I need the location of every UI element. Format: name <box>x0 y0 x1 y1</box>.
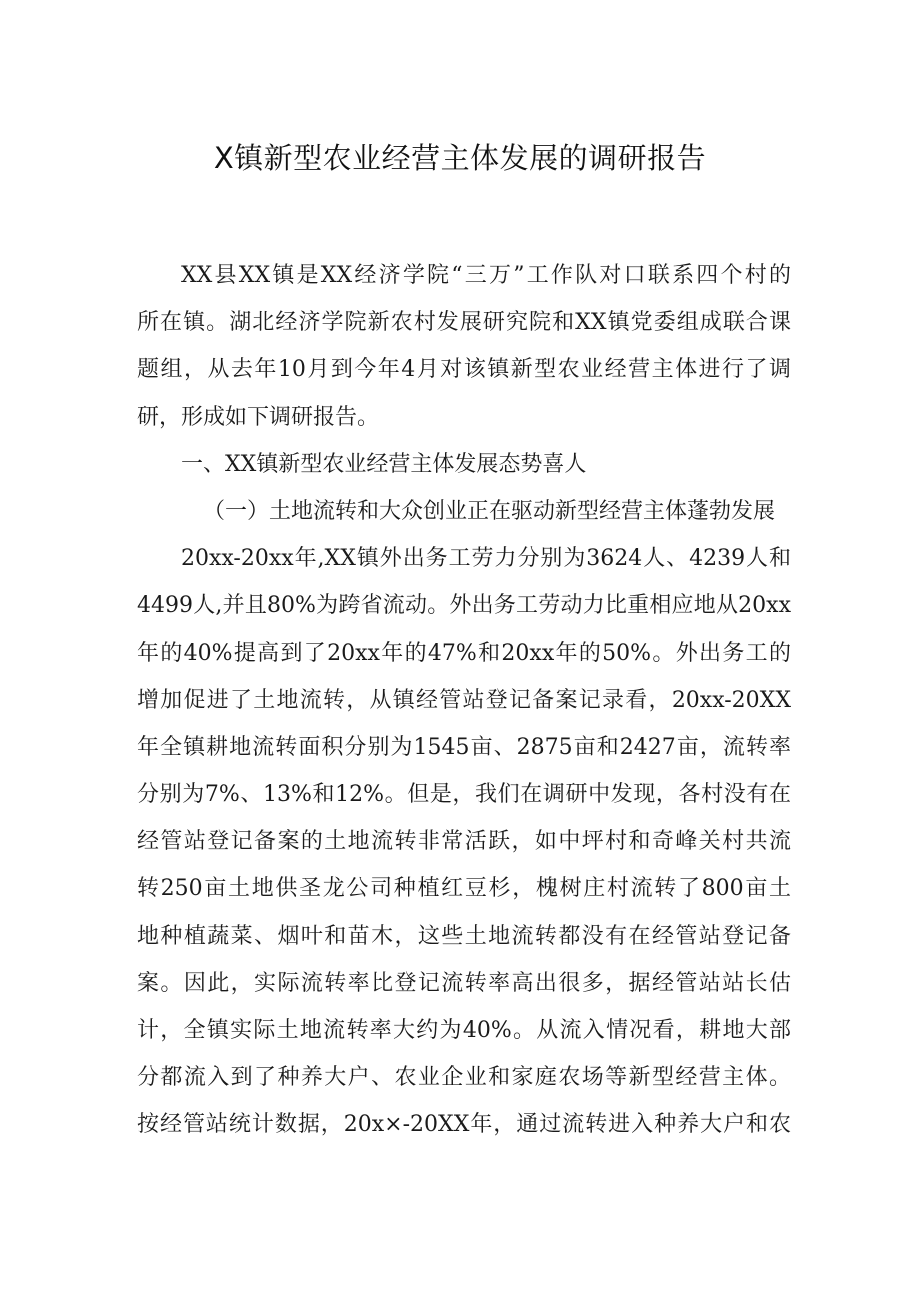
paragraph-line: XX县XX镇是XX经济学院“三万”工作队对口联系四个村的 <box>181 263 791 288</box>
paragraph-line: 研，形成如下调研报告。 <box>137 404 380 430</box>
section-heading: 一、XX镇新型农业经营主体发展态势喜人 <box>181 451 587 477</box>
paragraph-line: 年的40%提高到了20xx年的47%和20xx年的50%。外出务工的 <box>137 640 791 666</box>
paragraph-line: 20xx-20xx年,XX镇外出务工劳力分别为3624人、4239人和 <box>181 546 791 572</box>
paragraph-line: 年全镇耕地流转面积分别为1545亩、2875亩和2427亩，流转率 <box>137 734 791 760</box>
paragraph-line: 计，全镇实际土地流转率大约为40%。从流入情况看，耕地大部 <box>137 1018 791 1043</box>
paragraph-line: 转250亩土地供圣龙公司种植红豆杉，槐树庄村流转了800亩土 <box>137 876 791 902</box>
paragraph-line: 题组，从去年10月到今年4月对该镇新型农业经营主体进行了调 <box>137 357 791 383</box>
paragraph-line: 地种植蔬菜、烟叶和苗木，这些土地流转都没有在经管站登记备 <box>137 923 791 949</box>
paragraph-line: 经管站登记备案的土地流转非常活跃，如中坪村和奇峰关村共流 <box>137 829 791 855</box>
paragraph-line: 4499人,并且80%为跨省流动。外出务工劳动力比重相应地从20xx <box>137 593 791 619</box>
paragraph-line: 案。因此，实际流转率比登记流转率高出很多，据经管站站长估 <box>137 970 791 996</box>
document-body <box>137 252 791 1149</box>
paragraph-line: 所在镇。湖北经济学院新农村发展研究院和XX镇党委组成联合课 <box>137 310 791 336</box>
subsection-heading: （一）土地流转和大众创业正在驱动新型经营主体蓬勃发展 <box>203 498 776 524</box>
paragraph-line: 分别为7%、13%和12%。但是，我们在调研中发现，各村没有在 <box>137 782 791 808</box>
paragraph-line: 按经管站统计数据，20x×-20XX年，通过流转进入种养大户和农 <box>137 1112 791 1138</box>
paragraph-line: 分都流入到了种养大户、农业企业和家庭农场等新型经营主体。 <box>137 1065 791 1091</box>
document-title: X镇新型农业经营主体发展的调研报告 <box>213 141 707 175</box>
paragraph-line: 增加促进了土地流转，从镇经管站登记备案记录看，20xx-20XX <box>137 687 791 713</box>
